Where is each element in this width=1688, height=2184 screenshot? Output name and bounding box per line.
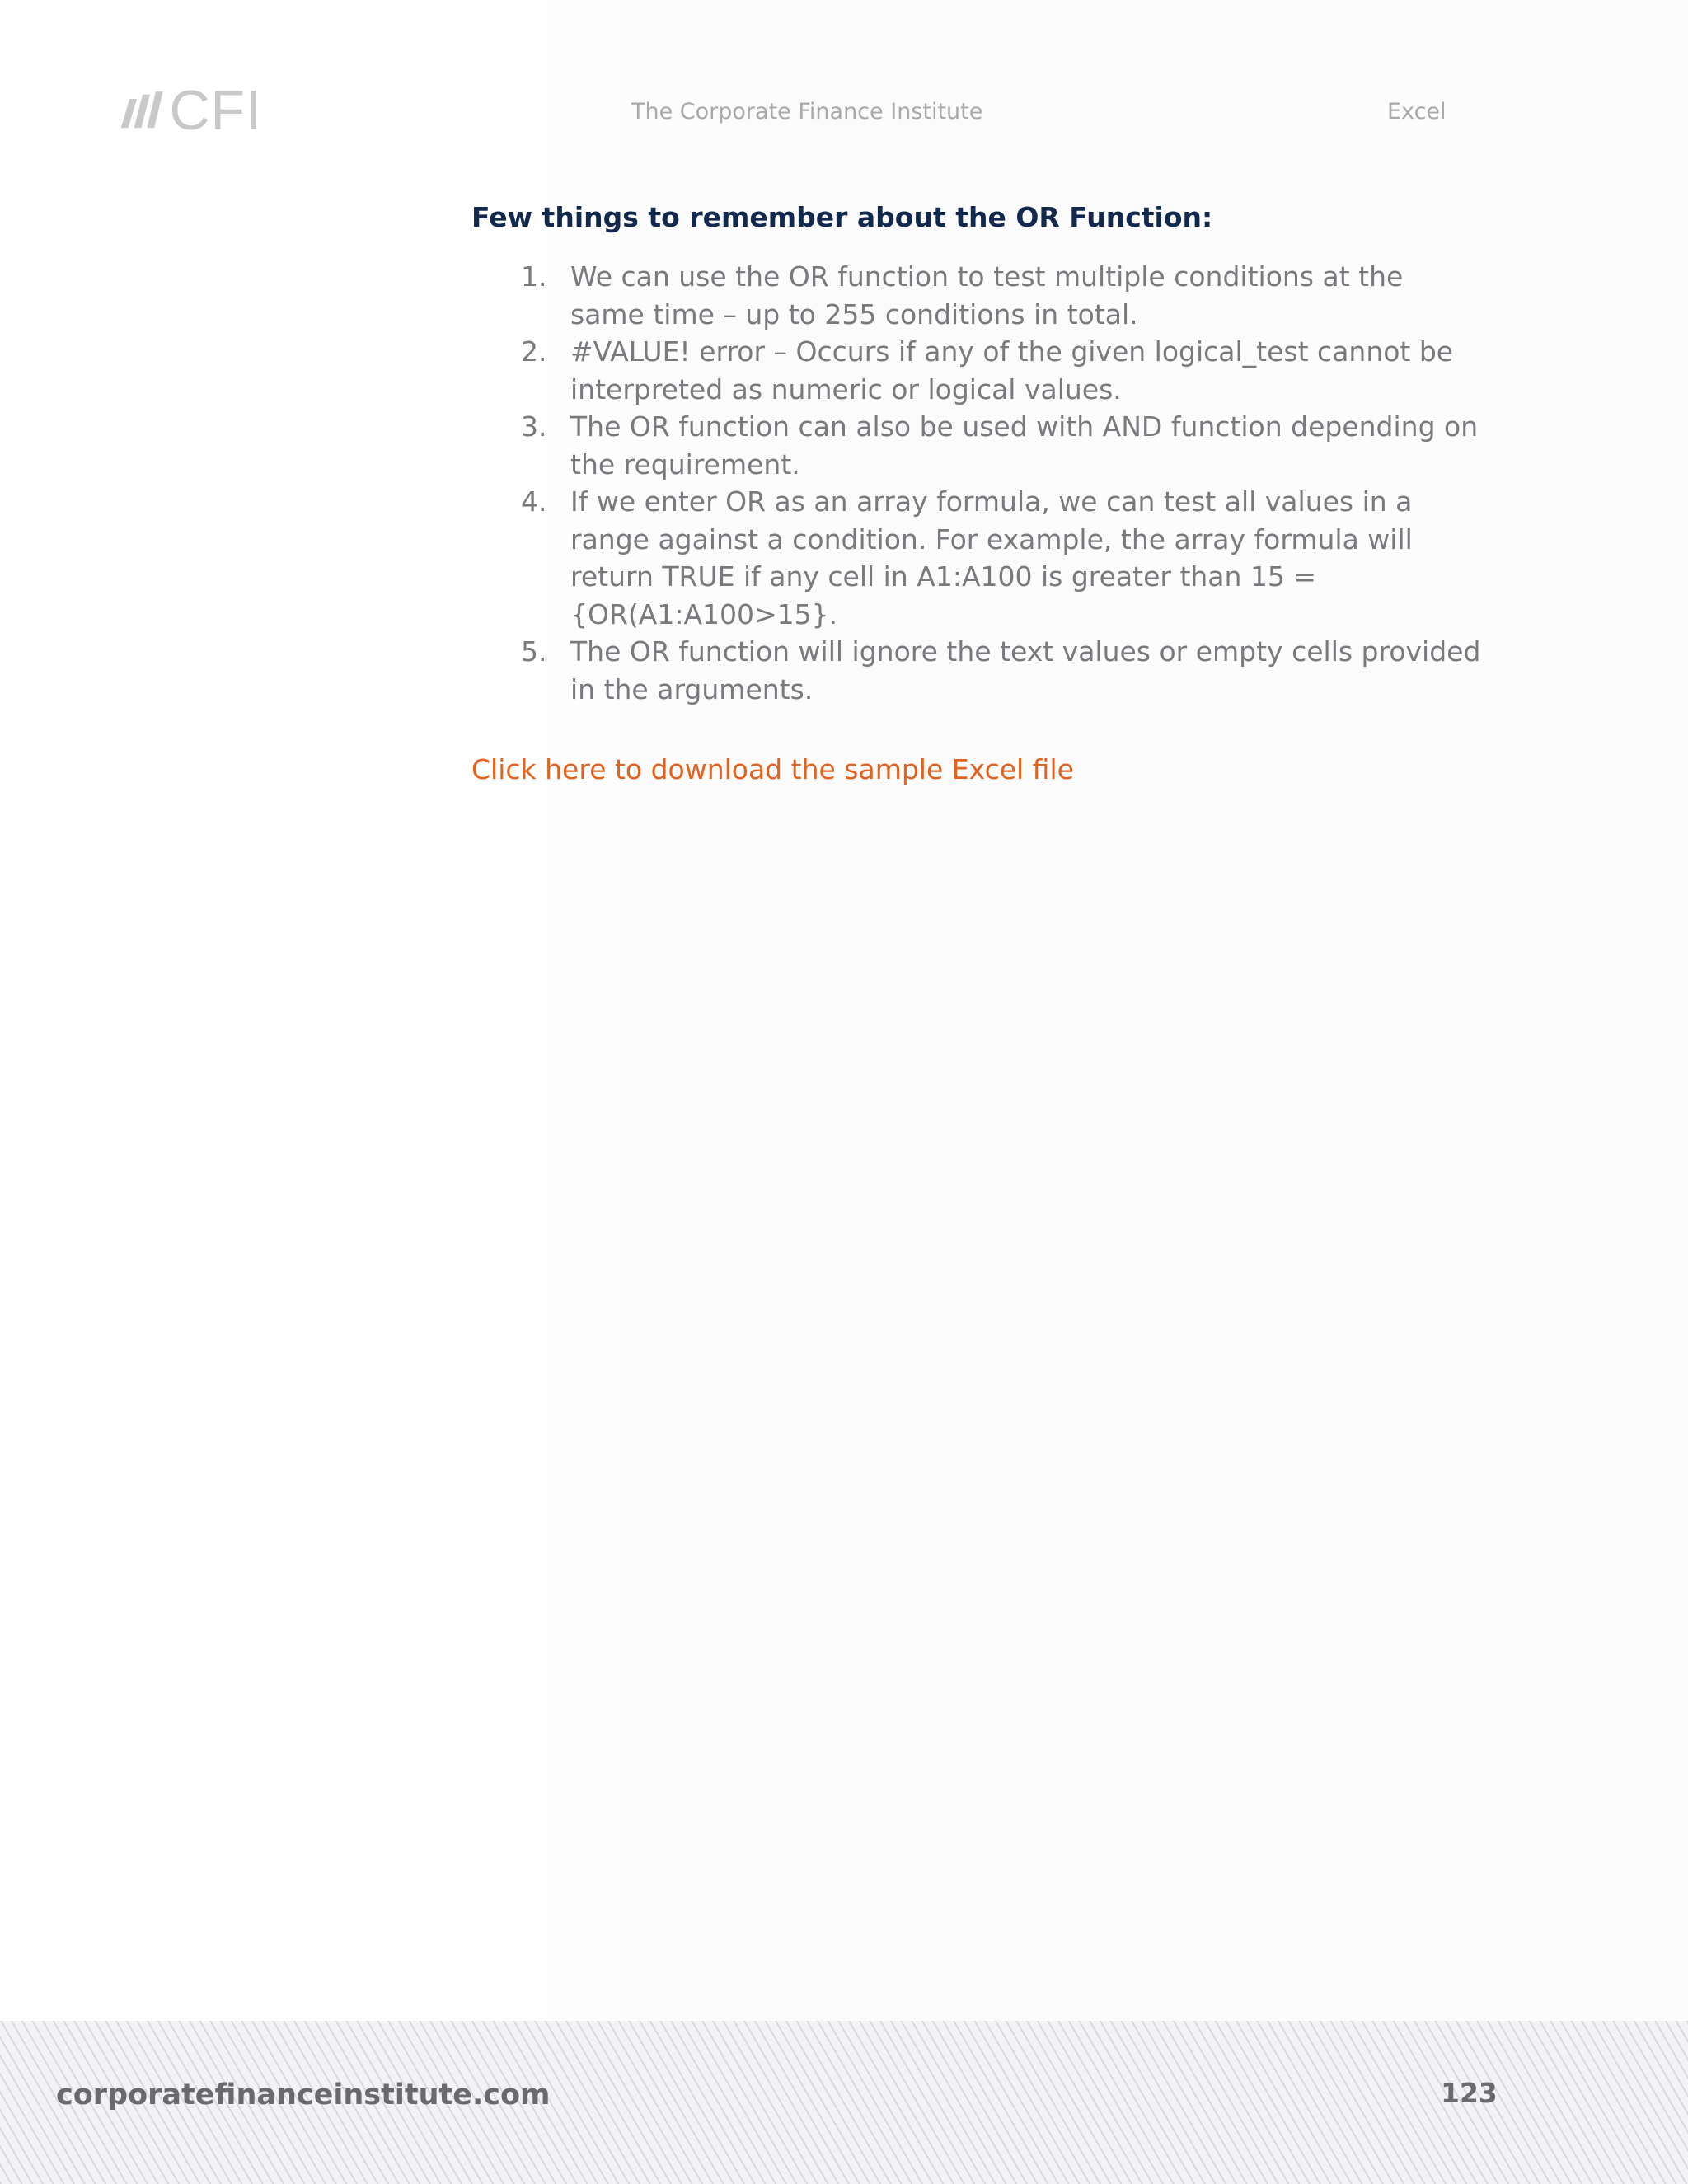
page-number: 123 xyxy=(1441,2077,1498,2109)
list-item-text: We can use the OR function to test multiple conditions at the same time – up to 255 conditions in total. xyxy=(570,260,1404,330)
section-heading: Few things to remember about the OR Function: xyxy=(471,201,1213,233)
remember-list xyxy=(471,258,1485,708)
list-item xyxy=(471,333,1485,408)
footer-url[interactable]: corporatefinanceinstitute.com xyxy=(56,2079,551,2111)
list-item xyxy=(471,483,1485,633)
cfi-slash-icon xyxy=(114,89,164,132)
list-item xyxy=(471,408,1485,483)
list-item-text: The OR function will ignore the text values or empty cells provided in the arguments. xyxy=(570,635,1481,705)
header-section: Excel xyxy=(1387,99,1447,124)
download-sample-link[interactable]: Click here to download the sample Excel file xyxy=(471,753,1074,785)
list-item xyxy=(471,633,1485,708)
cfi-logo xyxy=(114,79,262,142)
list-item-text: #VALUE! error – Occurs if any of the given logical_test cannot be interpreted as numeric or logical values. xyxy=(570,335,1454,405)
list-item-number: 5. xyxy=(521,635,547,668)
list-item xyxy=(471,258,1485,333)
header-title: The Corporate Finance Institute xyxy=(631,99,983,124)
list-item-number: 2. xyxy=(521,335,547,368)
list-item-number: 4. xyxy=(521,485,547,518)
logo-text: CFI xyxy=(169,79,262,142)
list-item-text: If we enter OR as an array formula, we can test all values in a range against a condition. For example, the array formula will return TRUE if any cell in A1:A100 is greater than 15 ={OR(A1:A100>15}. xyxy=(570,485,1413,630)
list-item-number: 1. xyxy=(521,260,547,293)
list-item-text: The OR function can also be used with AND function depending on the requirement. xyxy=(570,410,1479,480)
list-item-number: 3. xyxy=(521,410,547,443)
